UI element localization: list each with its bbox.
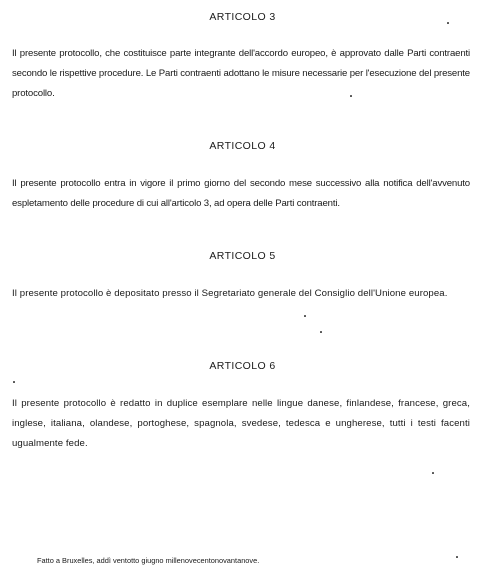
scan-speck [304,315,306,317]
article-6-heading: ARTICOLO 6 [209,360,276,372]
article-3-heading: ARTICOLO 3 [209,11,276,23]
scan-speck [456,556,458,558]
article-4-text: Il presente protocollo entra in vigore il primo giorno del secondo mese successivo alla notifica dell'avvenuto espletamento delle procedure di cui all'articolo 3, ad opera delle Parti contraenti. [12,178,470,209]
article-4-heading: ARTICOLO 4 [209,140,276,152]
article-6-text: Il presente protocollo è redatto in duplice esemplare nelle lingue danese, finlandese, francese, greca, inglese, italiana, olandese, portoghese, spagnola, svedese, tedesca e ungherese, tutti i testi facenti ugualmente fede. [12,398,470,449]
scan-speck [320,331,322,333]
scan-speck [350,95,352,97]
scan-speck [13,381,15,383]
place-date-footer: Fatto a Bruxelles, addì ventotto giugno millenovecentonovantanove. [37,556,260,565]
scan-speck [447,22,449,24]
scan-speck [432,472,434,474]
article-5-heading: ARTICOLO 5 [209,250,276,262]
article-5-text: Il presente protocollo è depositato presso il Segretariato generale del Consiglio dell'Unione europea. [12,288,448,299]
article-3-text: Il presente protocollo, che costituisce parte integrante dell'accordo europeo, è approvato dalle Parti contraenti secondo le rispettive procedure. Le Parti contraenti adottano le misure necessarie per l'esecuzione del presente protocollo. [12,48,470,99]
